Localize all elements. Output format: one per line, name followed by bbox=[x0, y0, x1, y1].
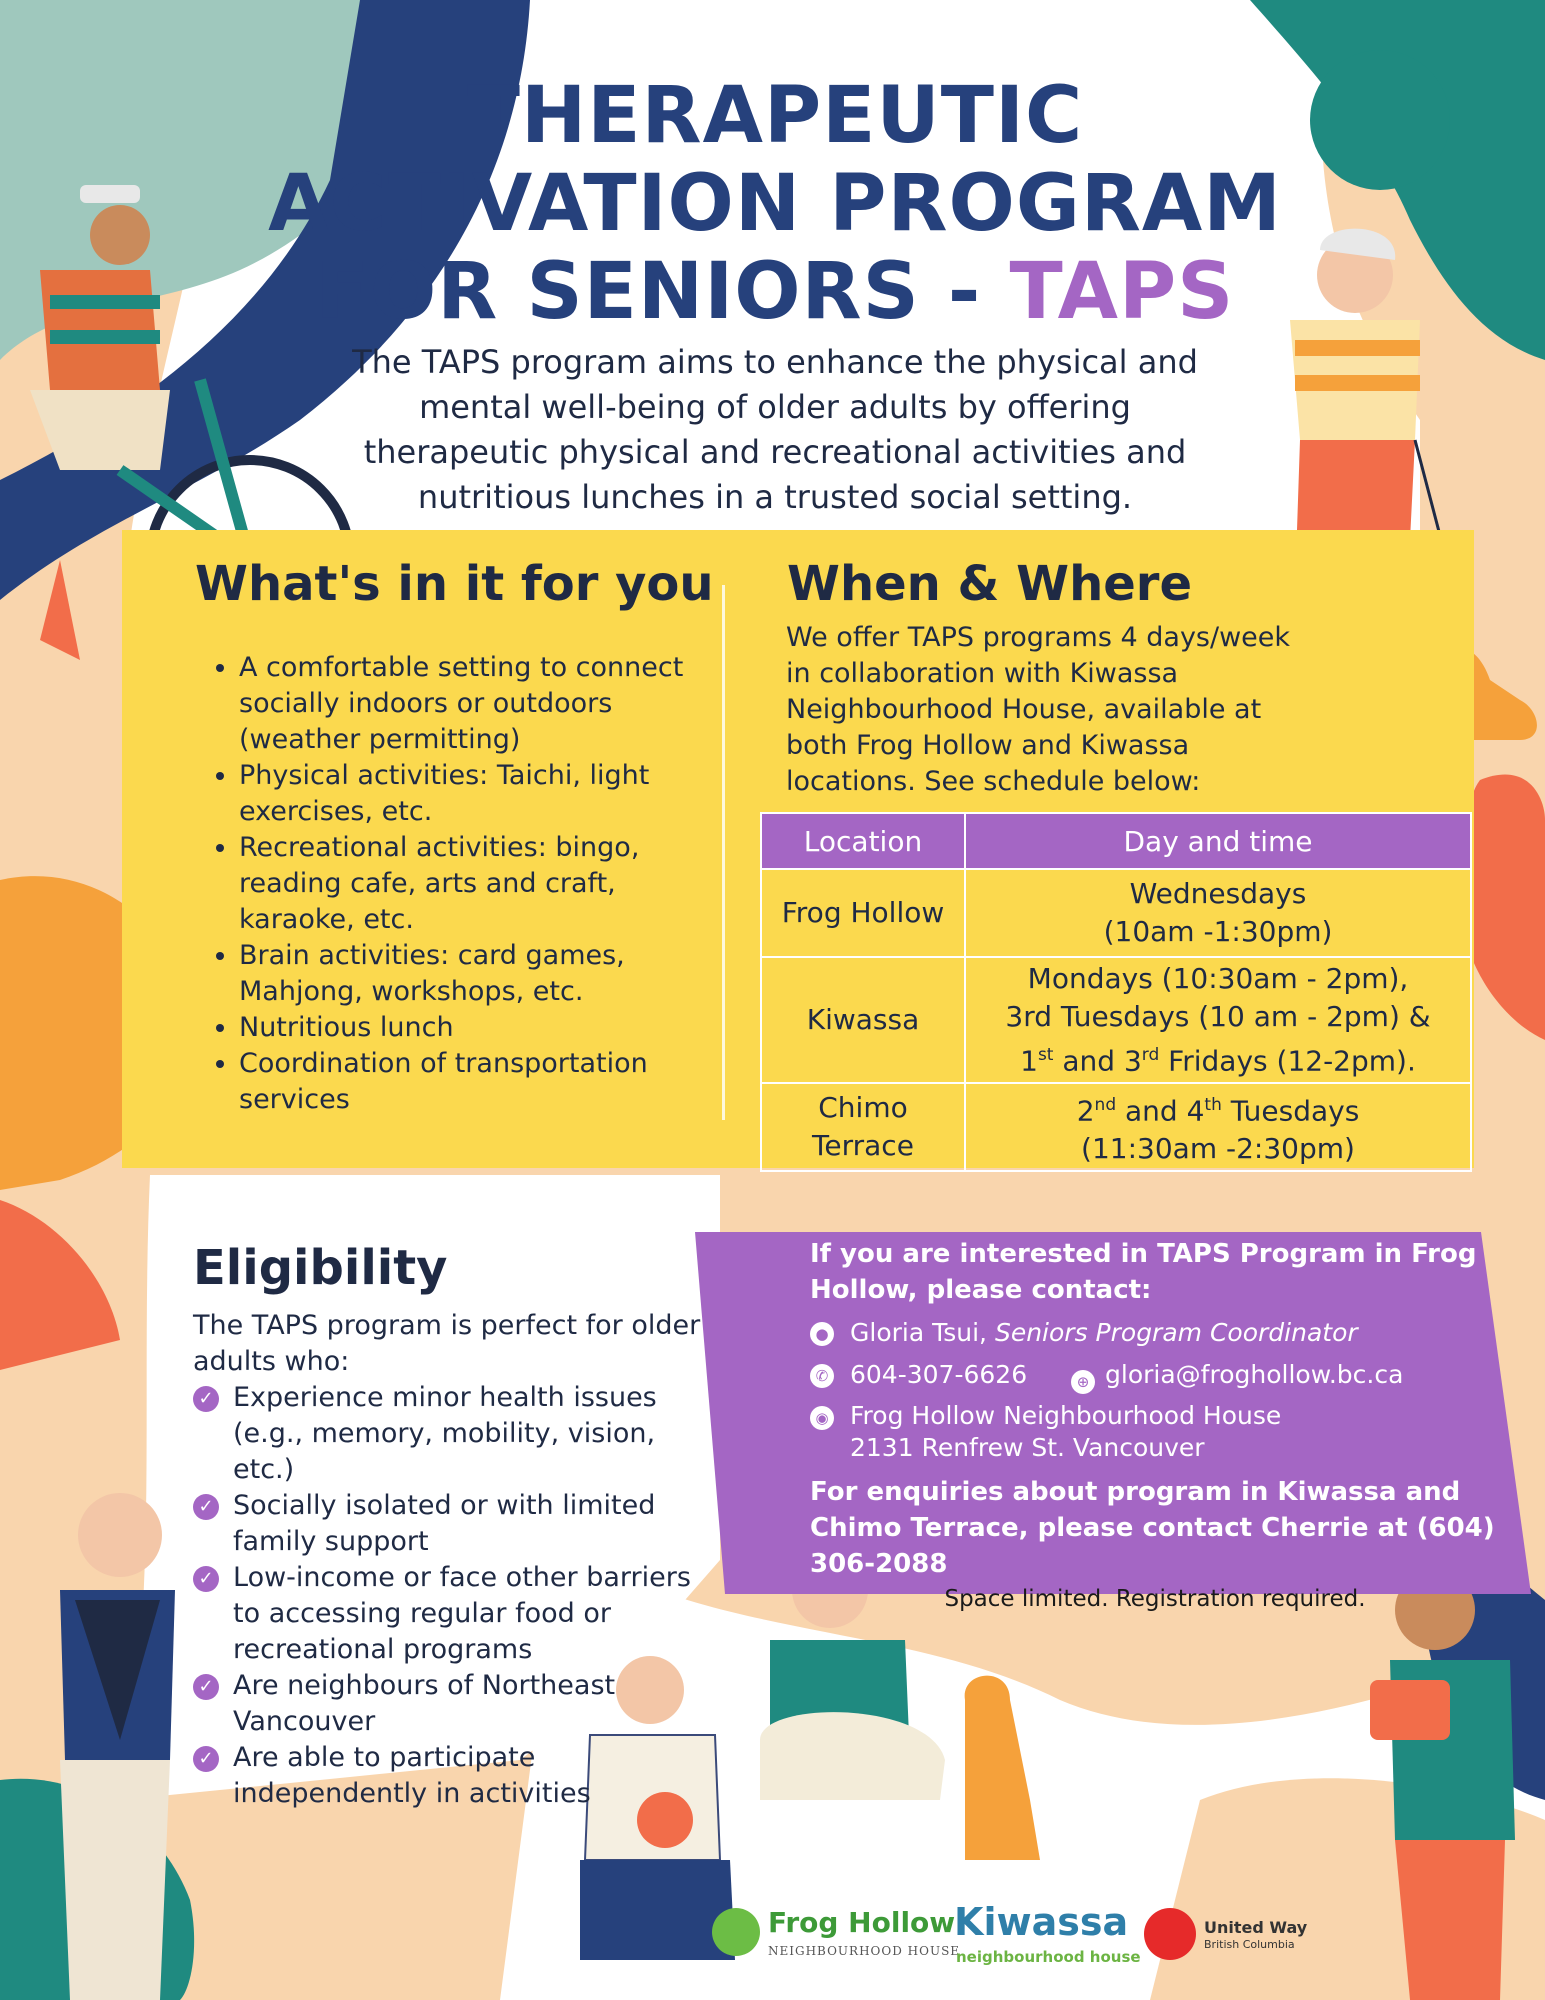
contact-info bbox=[810, 1236, 1500, 1612]
benefit-item: • A comfortable setting to connect socially indoors or outdoors (weather permitting) bbox=[239, 650, 739, 758]
location-column-header: Location bbox=[761, 813, 965, 869]
when-where-heading: When & Where bbox=[787, 556, 1193, 612]
address-line-2: 2131 Renfrew St. Vancouver bbox=[850, 1433, 1205, 1462]
eligibility-list bbox=[193, 1380, 713, 1812]
benefits-list bbox=[195, 650, 739, 1118]
benefit-item: • Coordination of transportation services bbox=[239, 1046, 739, 1118]
time-cell bbox=[965, 1083, 1471, 1171]
table-row bbox=[761, 957, 1471, 1083]
ordinal-suffix: nd bbox=[1094, 1094, 1117, 1115]
check-icon: ✓ bbox=[193, 1386, 219, 1412]
eligibility-intro: The TAPS program is perfect for older adults who: bbox=[193, 1310, 701, 1377]
time-text: and 3 bbox=[1053, 1044, 1142, 1078]
enquiries-text: For enquiries about program in Kiwassa and Chimo Terrace, please contact Cherrie at (604) 306-2088 bbox=[810, 1477, 1495, 1579]
title-line-2: ACTIVATION PROGRAM bbox=[268, 159, 1282, 249]
title-line-1: THERAPEUTIC bbox=[466, 71, 1084, 161]
contact-address bbox=[810, 1400, 1500, 1464]
contact-heading: If you are interested in TAPS Program in Frog Hollow, please contact: bbox=[810, 1239, 1477, 1305]
time-line bbox=[967, 1036, 1469, 1080]
benefit-item: • Recreational activities: bingo, reading cafe, arts and craft, karaoke, etc. bbox=[239, 830, 739, 938]
title-line-3-prefix: FOR SENIORS - bbox=[315, 247, 1010, 337]
check-icon: ✓ bbox=[193, 1746, 219, 1772]
kiwassa-logo: Kiwassa bbox=[954, 1900, 1129, 1944]
title-line-3 bbox=[260, 248, 1290, 336]
woman-with-tablet-illustration bbox=[1370, 1554, 1515, 2000]
eligibility-text: Socially isolated or with limited family support bbox=[233, 1490, 656, 1557]
contact-email[interactable]: gloria@froghollow.bc.ca bbox=[1105, 1360, 1404, 1389]
eligibility-heading: Eligibility bbox=[193, 1240, 448, 1296]
schedule-table bbox=[760, 812, 1472, 1172]
benefit-item: • Nutritious lunch bbox=[239, 1010, 739, 1046]
kiwassa-subtitle: neighbourhood house bbox=[956, 1948, 1141, 1966]
phone-icon: ✆ bbox=[810, 1364, 834, 1388]
united-way-subtitle: British Columbia bbox=[1204, 1938, 1295, 1951]
contact-phone[interactable]: 604-307-6626 bbox=[850, 1360, 1028, 1389]
table-row bbox=[761, 1083, 1471, 1171]
time-line: Mondays (10:30am - 2pm), bbox=[1027, 961, 1409, 995]
registration-note: Space limited. Registration required. bbox=[944, 1586, 1366, 1612]
whats-in-it-heading: What's in it for you bbox=[195, 556, 714, 612]
time-text: Fridays (12-2pm). bbox=[1159, 1044, 1416, 1078]
intro-paragraph: The TAPS program aims to enhance the physical and mental well-being of older adults by offering therapeutic physical and recreational activities and nutritious lunches in a trusted social setting. bbox=[352, 343, 1198, 516]
eligibility-text: Low-income or face other barriers to accessing regular food or recreational programs bbox=[233, 1562, 691, 1665]
table-row bbox=[761, 869, 1471, 957]
eligibility-text: Are able to participate independently in activities bbox=[233, 1742, 591, 1809]
time-line: Wednesdays bbox=[1129, 877, 1307, 910]
frog-hollow-logo-icon bbox=[712, 1908, 760, 1956]
location-pin-icon: ◉ bbox=[810, 1406, 834, 1430]
frog-hollow-logo: Frog Hollow bbox=[768, 1906, 956, 1939]
eligibility-item bbox=[193, 1668, 713, 1740]
time-column-header: Day and time bbox=[965, 813, 1471, 869]
location-cell: Frog Hollow bbox=[761, 869, 965, 957]
eligibility-item bbox=[193, 1740, 713, 1812]
page-title bbox=[260, 72, 1290, 336]
time-line: (10am -1:30pm) bbox=[1103, 915, 1333, 948]
ordinal-suffix: rd bbox=[1141, 1044, 1160, 1065]
time-text: and 4 bbox=[1116, 1094, 1205, 1128]
when-where-text: We offer TAPS programs 4 days/week in collaboration with Kiwassa Neighbourhood House, available at both Frog Hollow and Kiwassa locations. See schedule below: bbox=[786, 622, 1291, 797]
eligibility-item bbox=[193, 1560, 713, 1668]
check-icon: ✓ bbox=[193, 1674, 219, 1700]
contact-role: Seniors Program Coordinator bbox=[994, 1318, 1358, 1347]
person-icon: ● bbox=[810, 1322, 834, 1346]
eligibility-item bbox=[193, 1380, 713, 1488]
contact-name: Gloria Tsui, bbox=[850, 1318, 995, 1347]
benefit-item: • Physical activities: Taichi, light exercises, etc. bbox=[239, 758, 739, 830]
time-line: (11:30am -2:30pm) bbox=[1081, 1132, 1355, 1166]
frog-hollow-subtitle: NEIGHBOURHOOD HOUSE bbox=[768, 1944, 961, 1958]
ordinal-suffix: th bbox=[1204, 1094, 1222, 1115]
address-line-1: Frog Hollow Neighbourhood House bbox=[850, 1401, 1282, 1430]
time-cell bbox=[965, 957, 1471, 1083]
contact-phone-email bbox=[810, 1358, 1500, 1392]
time-line: 3rd Tuesdays (10 am - 2pm) & bbox=[1005, 999, 1431, 1033]
time-cell bbox=[965, 869, 1471, 957]
man-with-phone-illustration bbox=[60, 1493, 175, 2000]
check-icon: ✓ bbox=[193, 1494, 219, 1520]
location-cell: Chimo Terrace bbox=[761, 1083, 965, 1171]
eligibility-text: Are neighbours of Northeast Vancouver bbox=[233, 1670, 616, 1737]
globe-icon: ⊕ bbox=[1071, 1370, 1095, 1394]
schedule-header-row bbox=[761, 813, 1471, 869]
eligibility-item bbox=[193, 1488, 713, 1560]
title-accent-taps: TAPS bbox=[1009, 247, 1235, 337]
contact-person bbox=[810, 1316, 1500, 1350]
eligibility-text: Experience minor health issues (e.g., memory, mobility, vision, etc.) bbox=[233, 1382, 657, 1485]
ordinal-suffix: st bbox=[1037, 1044, 1054, 1065]
time-text: 1 bbox=[1020, 1044, 1038, 1078]
time-text: Tuesdays bbox=[1221, 1094, 1360, 1128]
partner-logos bbox=[712, 1900, 1312, 1970]
location-cell: Kiwassa bbox=[761, 957, 965, 1083]
time-text: 2 bbox=[1076, 1094, 1095, 1128]
benefit-item: • Brain activities: card games, Mahjong, workshops, etc. bbox=[239, 938, 739, 1010]
united-way-logo-icon bbox=[1144, 1908, 1196, 1960]
check-icon: ✓ bbox=[193, 1566, 219, 1592]
united-way-logo: United Way bbox=[1204, 1918, 1308, 1937]
time-line bbox=[967, 1086, 1469, 1130]
